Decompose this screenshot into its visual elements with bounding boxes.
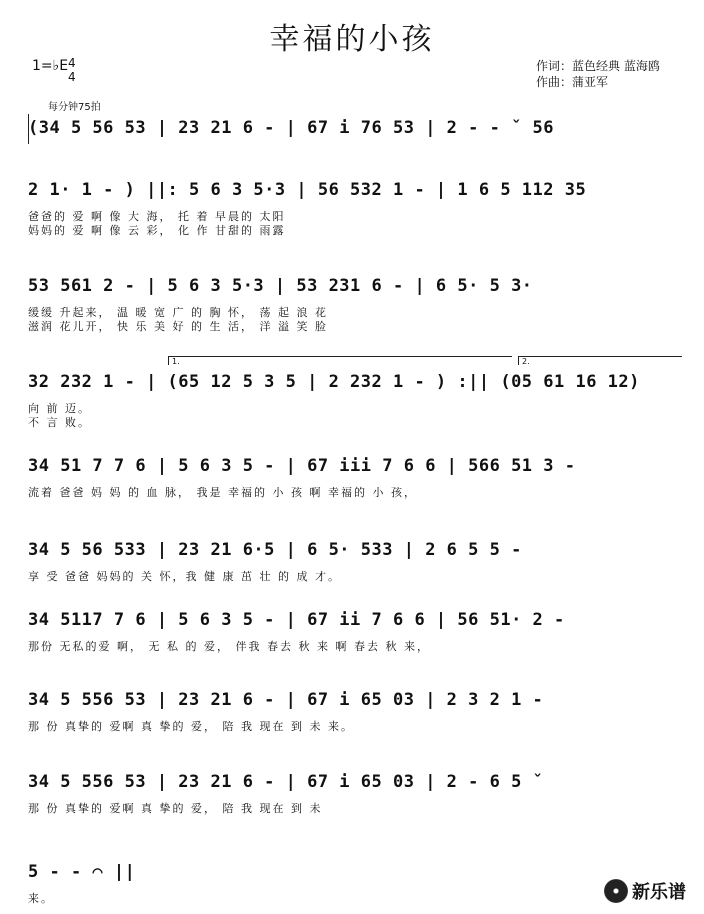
watermark-text: 新乐谱 bbox=[632, 882, 686, 903]
lyrics: 来。 bbox=[28, 892, 54, 905]
lyrics: 那 份 真挚的 爱啊 真 挚的 爱， 陪 我 现在 到 未 来。 bbox=[28, 720, 354, 733]
lyrics-verse-2: 不 言 败。 bbox=[28, 416, 91, 429]
lyrics-verse-2: 妈妈的 爱 啊 像 云 彩， 化 作 甘甜的 雨露 bbox=[28, 224, 286, 237]
notes: 34 5 56 533 | 23 21 6·5 | 6 5· 533 | 2 6 5 5 - bbox=[28, 540, 522, 560]
lyrics: 享 受 爸爸 妈妈的 关 怀，我 健 康 茁 壮 的 成 才。 bbox=[28, 570, 341, 583]
notes: 34 5 556 53 | 23 21 6 - | 67 i 65 03 | 2 - 6 5 ˇ bbox=[28, 772, 544, 792]
credits bbox=[536, 58, 660, 90]
notes: 34 5117 7 6 | 5 6 3 5 - | 67 ii 7 6 6 | 56 51· 2 - bbox=[28, 610, 565, 630]
notes: 34 5 556 53 | 23 21 6 - | 67 i 65 03 | 2 3 2 1 - bbox=[28, 690, 544, 710]
score-row bbox=[28, 610, 688, 690]
notes: 5 - - ⌒ || bbox=[28, 862, 136, 882]
meter-bottom: 4 bbox=[68, 70, 76, 84]
lyrics-verse-1: 爸爸的 爱 啊 像 大 海， 托 着 早晨的 太阳 bbox=[28, 210, 286, 223]
notes: 34 51 7 7 6 | 5 6 3 5 - | 67 iii 7 6 6 | 566 51 3 - bbox=[28, 456, 576, 476]
volta-second: 2. bbox=[518, 356, 682, 365]
lyrics: 流着 爸爸 妈 妈 的 血 脉， 我是 幸福的 小 孩 啊 幸福的 小 孩， bbox=[28, 486, 417, 499]
score-row bbox=[28, 276, 688, 356]
lyrics-verse-1: 向 前 迈。 bbox=[28, 402, 91, 415]
score-row bbox=[28, 772, 688, 852]
lyrics: 那 份 真挚的 爱啊 真 挚的 爱， 陪 我 现在 到 未 bbox=[28, 802, 323, 815]
volta-first: 1. bbox=[168, 356, 512, 365]
notes: 32 232 1 - | (65 12 5 3 5 | 2 232 1 - ) :|| (05 61 16 12) bbox=[28, 372, 640, 392]
score-row bbox=[28, 540, 688, 620]
notes: 53 561 2 - | 5 6 3 5·3 | 53 231 6 - | 6 5· 5 3· bbox=[28, 276, 533, 296]
score-row bbox=[28, 862, 688, 905]
watermark-logo bbox=[604, 878, 686, 904]
lyrics-verse-2: 滋润 花儿开， 快 乐 美 好 的 生 活， 洋 溢 笑 脸 bbox=[28, 320, 328, 333]
notes: (34 5 56 53 | 23 21 6 - | 67 i 76 53 | 2 - - ˇ 56 bbox=[28, 118, 555, 138]
tempo-mark: 每分钟75拍 bbox=[48, 102, 101, 113]
score-row bbox=[28, 456, 688, 536]
score-row bbox=[28, 690, 688, 770]
score-row bbox=[28, 357, 688, 452]
meter-top: 4 bbox=[68, 56, 76, 70]
song-title: 幸福的小孩 bbox=[269, 22, 435, 57]
lyrics: 那份 无私的爱 啊， 无 私 的 爱， 伴我 春去 秋 来 啊 春去 秋 来， bbox=[28, 640, 430, 653]
composer: 作曲：蒲亚军 bbox=[536, 75, 609, 89]
lyricist: 作词：蓝色经典 蓝海鸥 bbox=[536, 59, 660, 73]
notes: 2 1· 1 - ) ||: 5 6 3 5·3 | 56 532 1 - | 1 6 5 112 35 bbox=[28, 180, 587, 200]
lyrics-verse-1: 缓缓 升起来， 温 暖 宽 广 的 胸 怀， 荡 起 浪 花 bbox=[28, 306, 328, 319]
record-disc-icon bbox=[604, 879, 628, 903]
key-signature: 1=♭E bbox=[32, 58, 69, 74]
score-row bbox=[28, 180, 688, 260]
time-signature bbox=[68, 56, 76, 84]
